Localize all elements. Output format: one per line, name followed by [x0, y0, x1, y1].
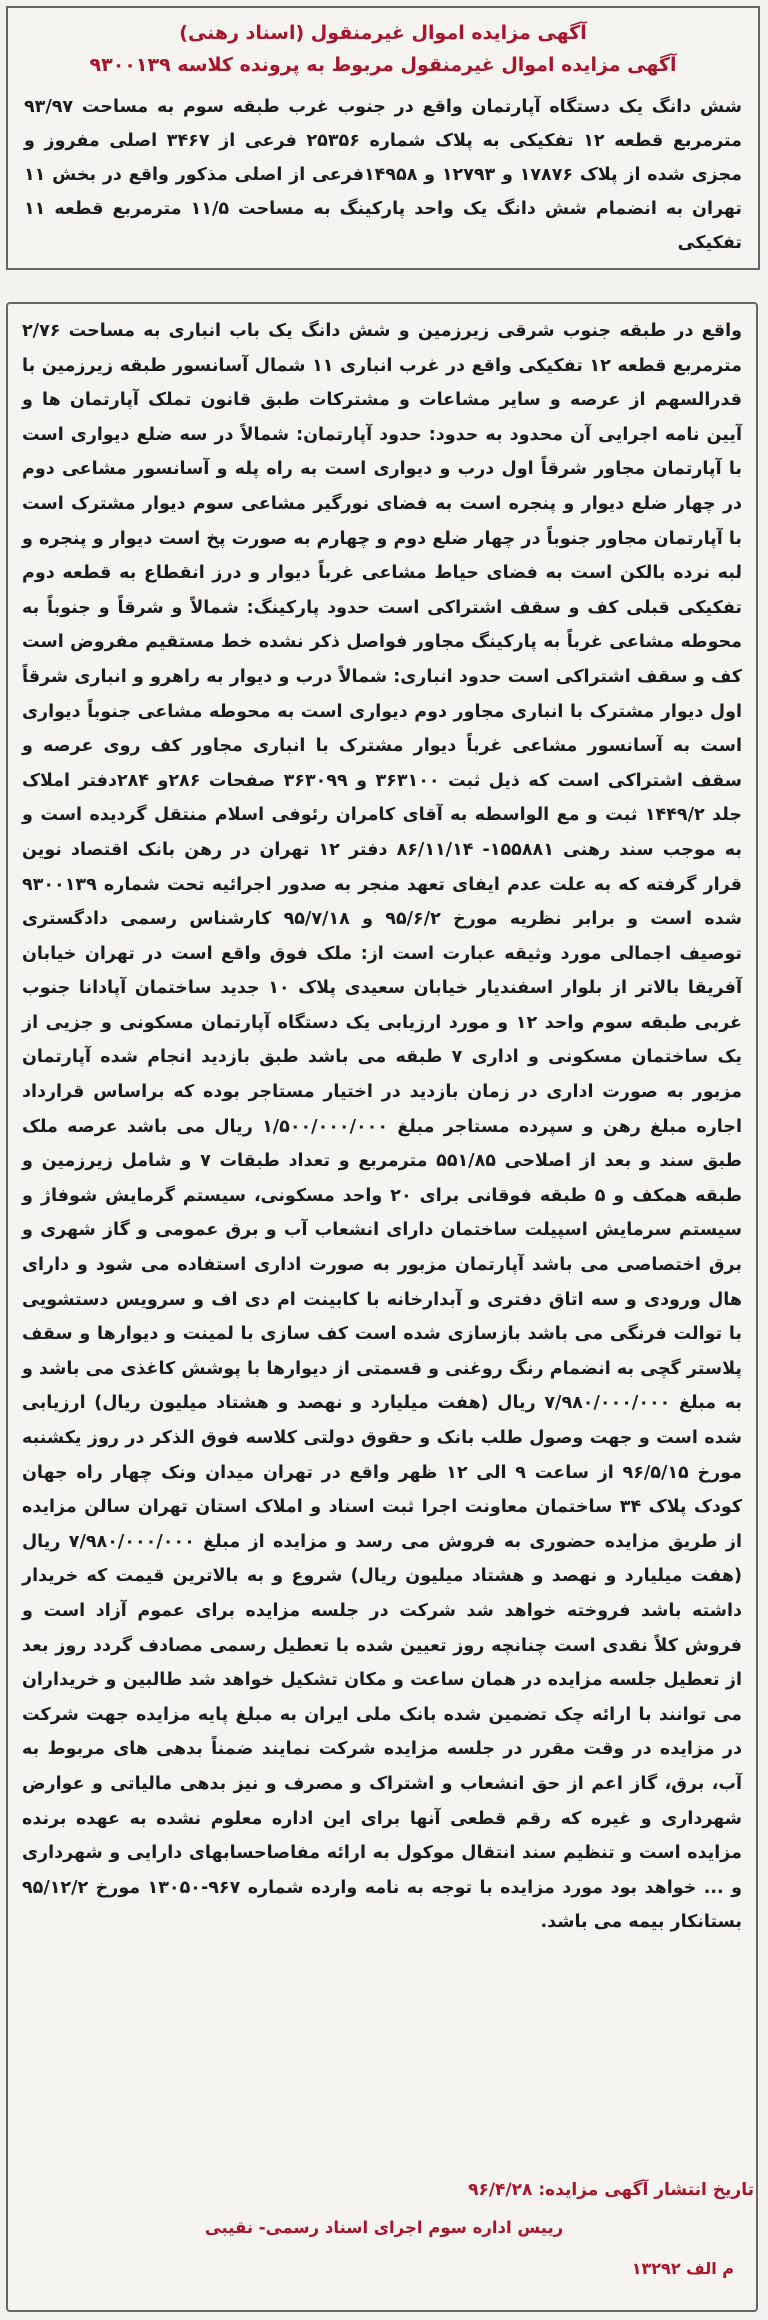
- ad-case-title: آگهی مزایده اموال غیرمنقول مربوط به پرونده کلاسه ۹۳۰۰۱۳۹: [89, 54, 677, 76]
- main-box: [6, 302, 758, 2312]
- main-paragraph: واقع در طبقه جنوب شرقی زیرزمین و شش دانگ یک باب انباری به مساحت ۲/۷۶ مترمربع قطعه ۱۲ تفکیکی واقع در غرب انباری ۱۱ شمال آسانسور طبقه زیرزمین با قدرالسهم از عرصه و سایر مشاعات و مشترکات طبق قانون تملک آپارتمان ها و آیین نامه اجرایی آن محدود به حدود: حدود آپارتمان: شمالاً در سه ضلع دیواری است با آپارتمان مجاور شرقاً اول درب و دیواری است به راه پله و آسانسور مشاعی دوم در چهار ضلع دیوار و پنجره است به فضای نورگیر مشاعی سوم دیوار مشترک است با آپارتمان مجاور جنوباً در چهار ضلع دوم و چهارم به صورت پخ است دیوار و پنجره و لبه نرده بالکن است به فضای حیاط مشاعی غرباً دیوار و درز انقطاع به قطعه دوم تفکیکی قبلی کف و سقف اشتراکی است حدود پارکینگ: شمالاً و شرقاً و جنوباً به محوطه مشاعی غرباً به پارکینگ مجاور فواصل ذکر نشده خط مستقیم مفروض است کف و سقف اشتراکی است حدود انباری: شمالاً درب و دیوار به راهرو و انباری شرقاً اول دیوار مشترک با انباری مجاور دوم دیواری است به محوطه مشاعی جنوباً دیواری است به آسانسور مشاعی غرباً دیوار مشترک با انباری مجاور کف روی عرصه و سقف اشتراکی است که ذیل ثبت ۳۶۳۱۰۰ و ۳۶۳۰۹۹ صفحات ۲۸۶و ۲۸۴دفتر املاک جلد ۱۴۴۹/۲ ثبت و مع الواسطه به آقای کامران رئوفی اسلام منتقل گردیده است و به موجب سند رهنی ۱۵۵۸۸۱- ۸۶/۱۱/۱۴ دفتر ۱۲ تهران در رهن بانک اقتصاد نوین قرار گرفته که به علت عدم ایفای تعهد منجر به صدور اجرائیه تحت شماره ۹۳۰۰۱۳۹ شده است و برابر نظریه مورخ ۹۵/۶/۲ و ۹۵/۷/۱۸ کارشناس رسمی دادگستری توصیف اجمالی مورد وثیقه عبارت است از: ملک فوق واقع است در تهران خیابان آفریقا بالاتر از بلوار اسفندیار خیابان سعیدی پلاک ۱۰ جدید ساختمان آپادانا جنوب غربی طبقه سوم واحد ۱۲ و مورد ارزیابی یک دستگاه آپارتمان مسکونی و جزیی از یک ساختمان مسکونی و اداری ۷ طبقه می باشد طبق بازدید انجام شده آپارتمان مزبور به صورت اداری در زمان بازدید در اختیار مستاجر بوده که براساس قرارداد اجاره مبلغ رهن و سپرده مستاجر مبلغ ۱/۵۰۰/۰۰۰/۰۰۰ ریال می باشد عرصه ملک طبق سند و بعد از اصلاحی ۵۵۱/۸۵ مترمربع و تعداد طبقات ۷ و شامل زیرزمین و طبقه همکف و ۵ طبقه فوقانی برای ۲۰ واحد مسکونی، سیستم گرمایش شوفاژ و سیستم سرمایش اسپیلت ساختمان دارای انشعاب آب و برق عمومی و گاز شهری و برق اختصاصی می باشد آپارتمان مزبور به صورت اداری استفاده می شود و دارای هال ورودی و سه اتاق دفتری و آبدارخانه با کابینت ام دی اف و سرویس دستشویی با توالت فرنگی می باشد بازسازی شده است کف سازی با لمینت و دیوارها و سقف پلاستر گچی به انضمام رنگ روغنی و قسمتی از دیوارها با پوشش کاغذی می باشد و به مبلغ ۷/۹۸۰/۰۰۰/۰۰۰ ریال (هفت میلیارد و نهصد و هشتاد میلیون ریال) ارزیابی شده است و جهت وصول طلب بانک و حقوق دولتی کلاسه فوق الذکر در روز یکشنبه مورخ ۹۶/۵/۱۵ از ساعت ۹ الی ۱۲ ظهر واقع در تهران میدان ونک چهار راه جهان کودک پلاک ۳۴ ساختمان معاونت اجرا ثبت اسناد و املاک استان تهران سالن مزایده از طریق مزایده حضوری به فروش می رسد و مزایده از مبلغ ۷/۹۸۰/۰۰۰/۰۰۰ ریال (هفت میلیارد و نهصد و هشتاد میلیون ریال) شروع و به بالاترین قیمت که خریدار داشته باشد فروخته خواهد شد شرکت در جلسه مزایده برای عموم آزاد است و فروش کلاً نقدی است چنانچه روز تعیین شده با تعطیل رسمی مصادف گردد روز بعد از تعطیل جلسه مزایده در همان ساعت و مکان تشکیل خواهد شد طالبین و خریداران می توانند با ارائه چک تضمین شده بانک ملی ایران به مبلغ پایه مزایده جهت شرکت در مزایده در وقت مقرر در جلسه مزایده شرکت نمایند ضمناً بدهی های مربوط به آب، برق، گاز اعم از حق انشعاب و اشتراک و مصرف و نیز بدهی مالیاتی و عوارض شهرداری و غیره که رقم قطعی آنها برای این اداره معلوم نشده به عهده برنده مزایده است و تنظیم سند انتقال موکول به ارائه مفاصاحسابهای دارایی و شهرداری و ... خواهد بود مورد مزایده با توجه به نامه وارده شماره ۹۶۷-۱۳۰۵۰ مورخ ۹۵/۱۲/۲ بستانکار بیمه می باشد.: [22, 321, 743, 1933]
- ad-title: آگهی مزایده اموال غیرمنقول (اسناد رهنی): [179, 22, 587, 44]
- intro-paragraph: شش دانگ یک دستگاه آپارتمان واقع در جنوب غرب طبقه سوم به مساحت ۹۳/۹۷ مترمربع قطعه ۱۲ تفکیکی به پلاک شماره ۲۵۳۵۶ فرعی از ۳۴۶۷ اصلی مفروز و مجزی شده از پلاک ۱۷۸۷۶ و ۱۲۷۹۳ و ۱۴۹۵۸فرعی از اصلی مذکور واقع در بخش ۱۱ تهران به انضمام شش دانگ یک واحد پارکینگ به مساحت ۱۱/۵ مترمربع قطعه ۱۱ تفکیکی: [24, 97, 743, 253]
- publish-date: تاریخ انتشار آگهی مزایده: ۹۶/۴/۲۸: [468, 2180, 754, 2200]
- signature: رییس اداره سوم اجرای اسناد رسمی- نقیبی: [204, 2218, 564, 2237]
- intro-box: [6, 6, 760, 270]
- ad-footer: [14, 2180, 754, 2278]
- ad-code: م الف ۱۳۲۹۲: [631, 2259, 734, 2278]
